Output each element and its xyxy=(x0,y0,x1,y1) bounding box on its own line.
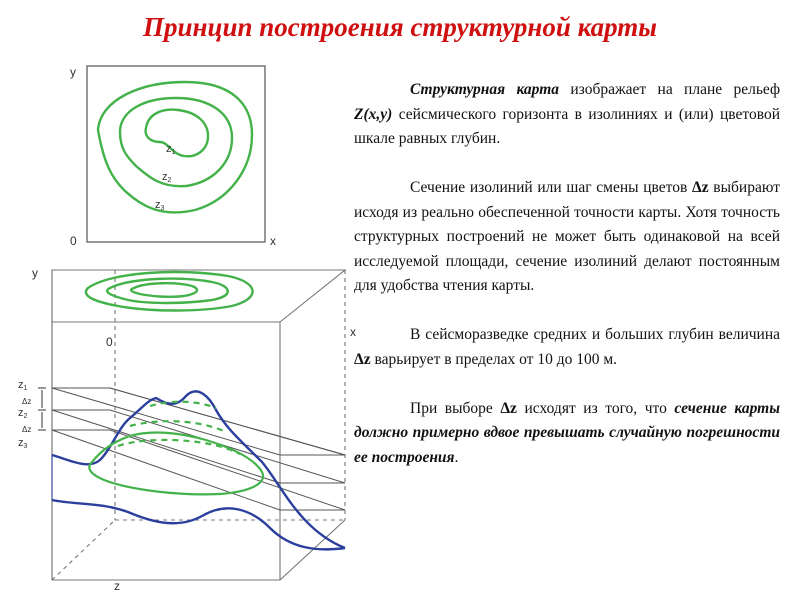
map-x-label: x xyxy=(270,234,276,248)
contour-lines xyxy=(98,82,252,212)
top-face-contours xyxy=(86,272,253,311)
block-x-label: x xyxy=(350,325,356,339)
block-origin-label: 0 xyxy=(106,335,113,349)
contour-z3 xyxy=(98,82,252,212)
block-z-axis-label: z xyxy=(114,579,120,593)
paragraph-structural-map: Структурная карта изображает на плане рельеф Z(x,y) сейсмического горизонта в изолиниях и (или) цветовой шкале равных глубин. xyxy=(354,81,780,147)
plan-view-map xyxy=(70,65,276,248)
block-frame xyxy=(52,270,345,580)
block-diagram xyxy=(18,266,356,593)
paragraph-seismic-range: В сейсморазведке средних и больших глубин величина Δz варьирует в пределах от 10 до 100 м. xyxy=(354,326,780,368)
slice-planes xyxy=(52,388,345,510)
paragraph-contour-interval: Сечение изолиний или шаг смены цветов Δz выбирают исходя из реально обеспеченной точности карты. Хотя точность структурных построений не может быть одинаковой на всей исследуемой площади, сечение изолиний делают постоянным для удобства чтения карты. xyxy=(354,179,780,294)
map-y-label: y xyxy=(70,65,76,79)
block-dz2-label: Δz xyxy=(22,425,32,434)
block-z1-label: z1 xyxy=(18,379,28,392)
structural-map-figure xyxy=(0,0,356,600)
map-z1-label: z1 xyxy=(166,143,176,156)
seismic-horizon xyxy=(52,391,345,549)
contour-z2 xyxy=(120,98,232,186)
block-y-label: y xyxy=(32,266,38,280)
contour-z1 xyxy=(146,110,208,157)
page-title: Принцип построения структурной карты xyxy=(142,12,657,42)
explanation-text xyxy=(354,78,780,470)
block-dz1-label: Δz xyxy=(22,397,32,406)
map-z3-label: z3 xyxy=(155,199,165,212)
paragraph-choice-rule: При выборе Δz исходят из того, что сечение карты должно примерно вдвое превышать случайную погрешности ее построения. xyxy=(354,399,780,466)
block-z2-label: z2 xyxy=(18,407,28,420)
block-z3-label: z3 xyxy=(18,437,28,450)
depth-interval-arrows xyxy=(38,388,46,430)
map-z2-label: z2 xyxy=(162,171,172,184)
map-origin-label: 0 xyxy=(70,234,77,248)
